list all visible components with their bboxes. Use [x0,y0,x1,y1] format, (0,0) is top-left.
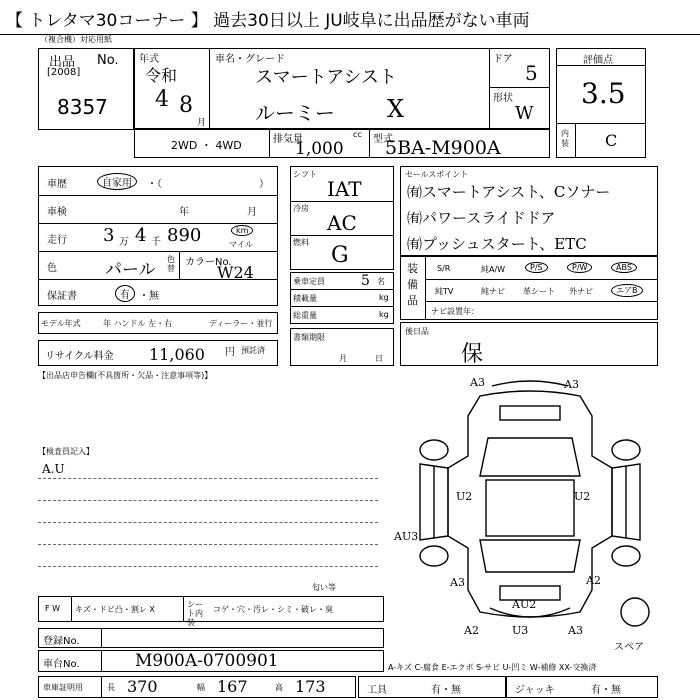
shaken-label: 車検 [47,207,67,218]
interior-value: C [605,131,618,150]
banner-text: 【 トレタマ30コーナー 】 過去30日以上 JU岐阜に出品歴がない車両 [6,11,530,31]
height-label: 高 [275,683,283,692]
doors-label: ドア [493,54,513,65]
length-label: 長 [107,683,115,692]
name-label: 車名・グレード [215,54,285,65]
kg-2: kg [379,310,389,319]
ac-label: 冷房 [293,204,309,213]
length-value: 370 [127,677,158,696]
rekishi-rest: ・（ [147,179,162,190]
cert-label: 車庫証明用 [43,683,83,692]
score-label: 評価点 [583,55,613,66]
equip-sr: S/R [437,264,451,273]
header-banner [0,0,700,35]
equipment-box [400,256,658,320]
fuel-label: 燃料 [293,238,309,247]
after-label: 後日品 [405,327,429,336]
spare-label: スペア [614,642,644,653]
recycle-label: リサイクル料金 [45,351,114,362]
warranty-label: 保証書 [47,291,77,302]
rekishi-label: 車歴 [47,179,67,190]
mileage-label: 走行 [47,235,67,246]
drive: 2WD ・ 4WD [171,139,242,152]
mark-a2-1: A2 [586,574,601,587]
mark-a3-4: A3 [568,624,583,637]
capacity: 5 [361,273,370,289]
docs-month: 月 [339,354,347,363]
cc-unit: cc [353,130,362,139]
mark-a3-3: A3 [450,576,465,589]
tools-options: 有・無 [431,685,461,696]
year-badge: [2008] [47,67,81,78]
model-name: ルーミー [255,101,335,125]
doors: 5 [525,61,538,85]
color-no-label: カラーNo. [185,257,232,268]
equip-ps: P/S [525,262,548,273]
defect-items: キズ・ドビ凸・割レ X [75,605,155,614]
jack-options: 有・無 [591,685,621,696]
mark-u2-1: U2 [456,490,473,503]
sen-unit: 千 [151,237,161,248]
month-unit: 月 [197,118,207,128]
equip-tv: 純TV [435,287,454,296]
sub-note: （複合機）対応用紙 [40,35,112,44]
inspector-notes [38,458,378,588]
damage-legend: A-キズ C-腐食 E-エクボ S-サビ U-凹ミ W-補修 XX-交換済 [388,663,597,672]
height-value: 173 [295,677,326,696]
type-code: 5BA-M900A [385,137,501,159]
lot-number: 8357 [57,95,108,119]
reg-label: 登録No. [43,636,80,647]
docs-box [290,328,394,366]
defect-row [38,596,384,627]
mark-a3-1: A3 [470,376,485,389]
load-label: 積載量 [293,294,317,303]
jack-label: ジャッキ [515,685,555,696]
inspector-label: 【検査員記入】 [38,447,94,456]
mark-a3-2: A3 [564,378,579,391]
type-label: 型式 [373,134,393,145]
recycle-value: 11,060 [149,345,205,364]
sales-points-label: セールスポイント [405,170,469,179]
year-value: 4 [155,87,169,112]
score-box [556,48,646,158]
drive-box [134,128,550,158]
equipment-label: 装備品 [407,262,418,307]
shaken-year: 年 [179,207,189,218]
sales-points-box [400,166,658,256]
ac: AC [327,211,357,235]
shift: IAT [327,177,362,201]
warranty-no: ・無 [139,291,159,302]
color-change-label: 色替 [167,255,175,273]
mileage-sen: 4 [135,225,147,246]
inspector-note: A.U [42,462,65,476]
navi-year-label: ナビ設置年： [431,307,479,316]
model-year-row [38,312,278,334]
mark-u3: U3 [512,624,529,637]
color-value: パール [105,260,156,280]
model-year-label: モデル年式 [41,319,81,328]
sales-point-1: ㈲スマートアシスト、Cソナー [407,183,611,201]
lot-box [38,48,134,130]
mile-unit: マイル [229,240,253,249]
kg-1: kg [379,293,389,302]
car-damage-diagram [380,376,680,644]
capacity-unit: 名 [377,277,385,286]
cert-row [38,676,356,698]
dealer: ディーラー・並行 [209,319,273,328]
width-label: 幅 [197,683,205,692]
chassis-number: M900A-0700901 [135,651,279,671]
nenshiki-label: 年式 [139,54,159,65]
mileage-man: 3 [103,225,115,246]
width-value: 167 [217,677,248,696]
total-label: 総重量 [293,311,317,320]
mark-au2: AU2 [512,598,537,611]
month-value: 8 [179,93,193,118]
equip-abs: ABS [611,262,637,273]
annotation: 匂い等 [312,583,336,592]
man-unit: 万 [119,237,129,248]
declaration-label: 【出品店申告欄(不具箇所・欠品・注意事項等)】 [38,371,213,380]
chassis-label: 車台No. [43,659,80,670]
tools-row [358,676,506,698]
score-value: 3.5 [581,77,626,110]
lot-no-label: No. [97,53,119,68]
mileage-rest: 890 [167,225,202,246]
shape: W [515,103,534,124]
equip-aw: 純A/W [481,265,506,274]
after-value: 保 [461,342,484,367]
recycle-note: 預託済 [241,346,265,355]
equip-airbag: エアB [611,284,643,297]
lot-label: 出品 [49,55,76,70]
fuel: G [331,243,349,268]
color-no: W24 [217,263,254,282]
displacement-label: 排気量 [273,134,303,145]
shape-label: 形状 [493,93,513,104]
car-box [134,48,550,130]
km-unit: km [231,225,253,236]
era: 令和 [145,66,178,85]
recycle-row [38,340,278,366]
equip-navi: 純ナビ [481,287,505,296]
grade: X [387,95,405,123]
model-year-rest: 年 ハンドル 左・右 [103,319,173,328]
capacity-label: 乗車定員 [293,277,325,286]
sales-point-2: ㈲パワースライドドア [407,209,556,227]
chassis-row [38,650,384,672]
equip-pw: P/W [567,262,592,273]
rekishi-value: 自家用 [97,173,137,190]
mark-a2-2: A2 [464,624,479,637]
fw-label: F W [45,604,61,613]
capacity-table [290,272,394,324]
tools-label: 工具 [367,685,387,696]
jack-row [506,676,658,698]
history-table [38,166,278,306]
defect-items-2: コゲ・穴・汚レ・シミ・破レ・臭 [213,605,333,614]
seat-label: シート内装 [187,600,203,627]
color-label: 色 [47,263,57,274]
reg-row [38,628,384,648]
mark-au3: AU3 [394,530,419,543]
rekishi-close: ） [259,179,269,190]
recycle-unit: 円 [225,347,235,358]
spec-table [290,166,394,270]
shift-label: シフト [293,170,317,179]
shaken-month: 月 [247,207,257,218]
after-box [400,322,658,366]
docs-label: 書類期限 [293,333,325,342]
equip-ext-navi: 外ナビ [569,287,593,296]
warranty-yes: 有 [115,285,135,302]
displacement: 1,000 [295,139,344,159]
grade-top: スマートアシスト [255,67,397,88]
equip-leather: 革シート [523,287,555,296]
docs-day: 日 [375,354,383,363]
interior-label: 内装 [561,129,569,148]
sales-point-3: ㈲プッシュスタート、ETC [407,235,587,253]
mark-u2-2: U2 [574,490,591,503]
